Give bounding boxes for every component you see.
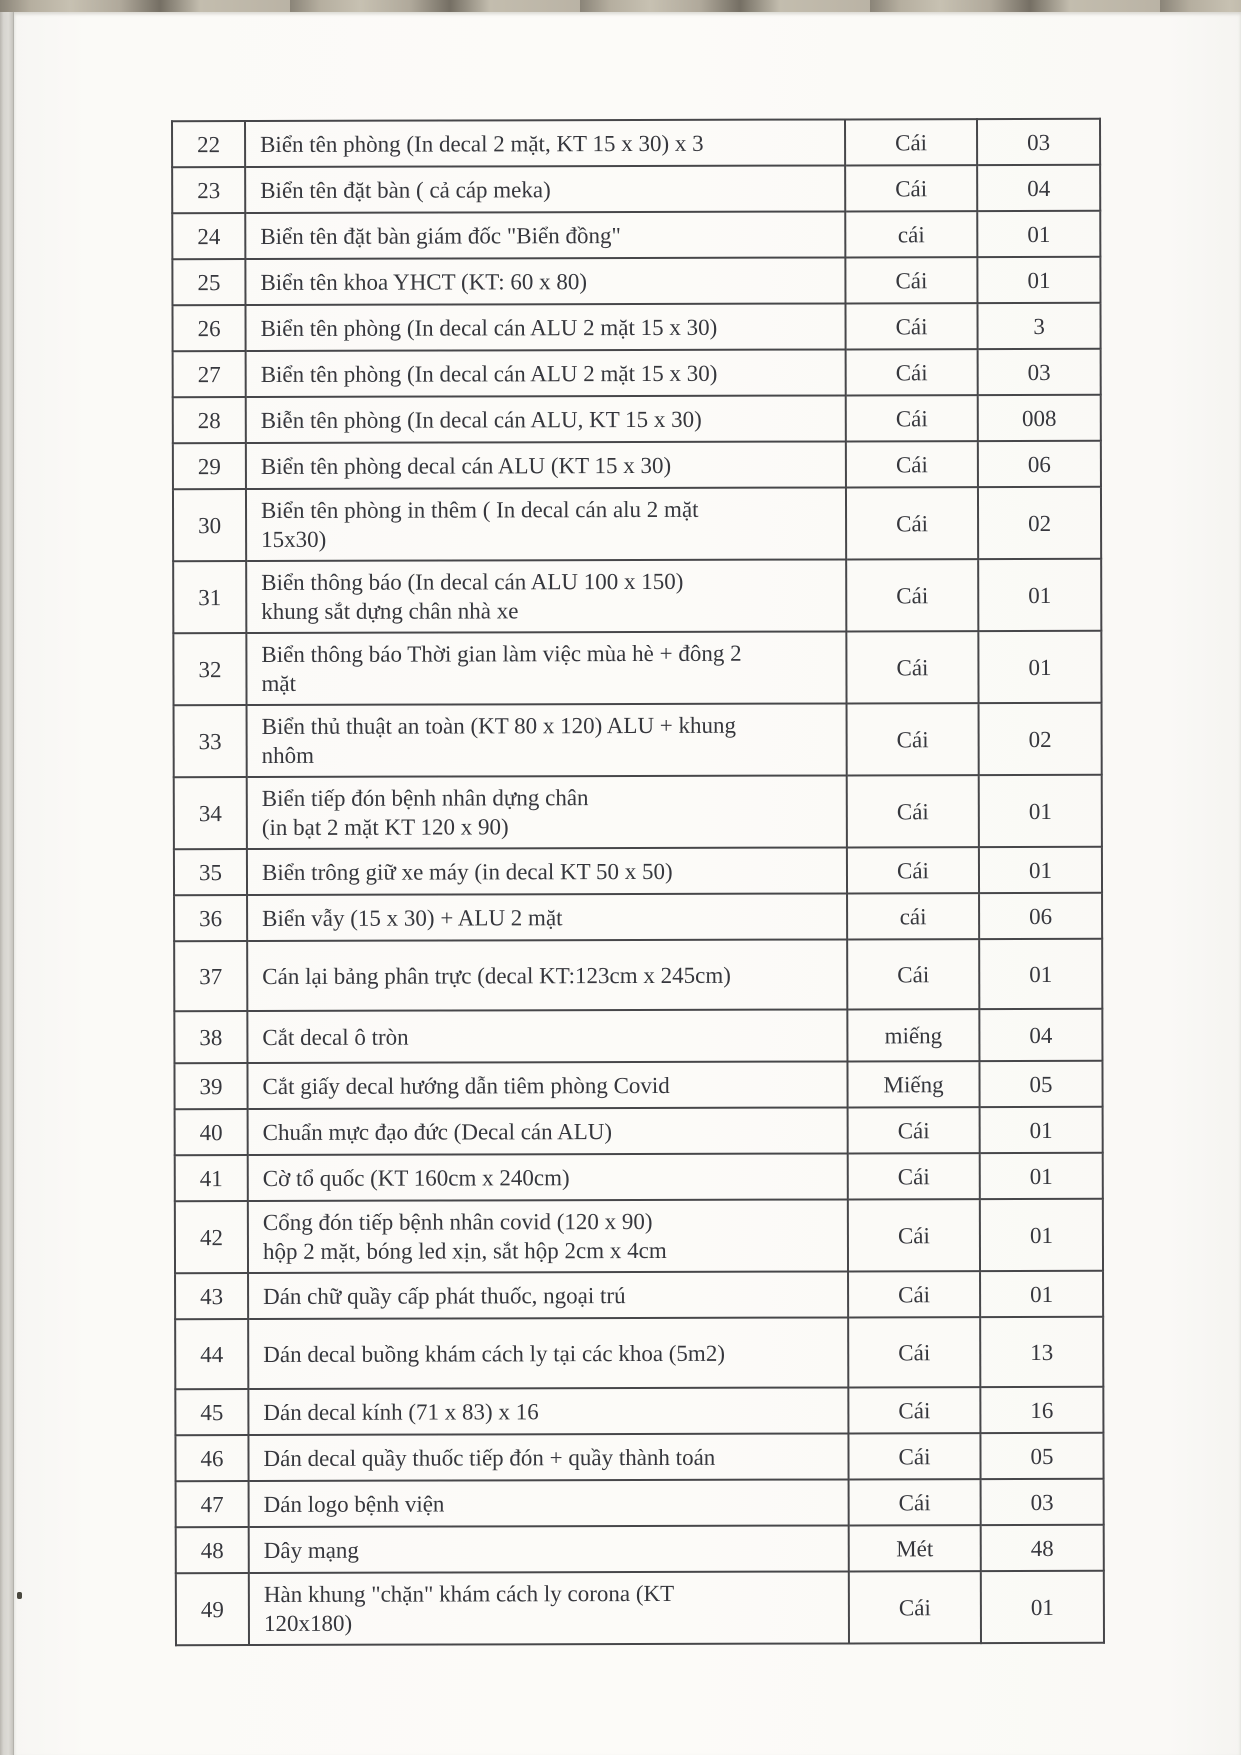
row-number: 37 <box>174 941 247 1011</box>
item-description: Chuẩn mực đạo đức (Decal cán ALU) <box>248 1107 848 1155</box>
row-number: 28 <box>173 397 246 443</box>
row-number: 47 <box>176 1481 249 1527</box>
item-description: Cán lại bảng phân trực (decal KT:123cm x 245cm) <box>247 939 847 1011</box>
row-number: 38 <box>174 1011 247 1063</box>
row-number: 45 <box>175 1389 248 1435</box>
table-row <box>176 1571 1104 1645</box>
row-number: 32 <box>173 633 246 705</box>
item-description: Biển thông báo (In decal cán ALU 100 x 150) khung sắt dựng chân nhà xe <box>246 559 846 633</box>
table-row <box>175 1433 1103 1481</box>
item-unit: Cái <box>848 1199 980 1271</box>
table-row <box>172 119 1100 167</box>
row-number: 29 <box>173 443 246 489</box>
item-description: Biển tiếp đón bệnh nhân dựng chân (in bạt 2 mặt KT 120 x 90) <box>247 775 847 849</box>
table-row <box>172 303 1100 351</box>
item-quantity: 01 <box>979 775 1102 847</box>
item-quantity: 01 <box>978 559 1101 631</box>
item-unit: Cái <box>849 1479 981 1525</box>
item-unit: Cái <box>846 441 978 487</box>
item-description: Biển thủ thuật an toàn (KT 80 x 120) ALU + khung nhôm <box>247 703 847 777</box>
table-row <box>174 1009 1102 1063</box>
item-quantity: 02 <box>979 703 1102 775</box>
item-quantity: 01 <box>980 1199 1103 1271</box>
item-unit: Cái <box>848 1387 980 1433</box>
row-number: 35 <box>174 849 247 895</box>
row-number: 42 <box>175 1201 248 1273</box>
item-quantity: 008 <box>978 395 1101 441</box>
item-unit: Miếng <box>847 1061 979 1107</box>
item-unit: Cái <box>848 1317 980 1387</box>
item-quantity: 05 <box>980 1433 1103 1479</box>
item-unit: miếng <box>847 1009 979 1061</box>
item-description: Dán logo bệnh viện <box>249 1479 849 1527</box>
item-quantity: 01 <box>980 1153 1103 1199</box>
table-row <box>176 1479 1104 1527</box>
item-unit: Cái <box>846 349 978 395</box>
item-description: Dán decal buồng khám cách ly tại các khoa (5m2) <box>248 1317 848 1389</box>
row-number: 31 <box>173 561 246 633</box>
item-description: Biển tên phòng (In decal cán ALU 2 mặt 15 x 30) <box>245 303 845 351</box>
item-unit: Cái <box>845 119 977 165</box>
item-description: Cờ tổ quốc (KT 160cm x 240cm) <box>248 1153 848 1201</box>
item-quantity: 01 <box>978 631 1101 703</box>
item-unit: Cái <box>849 1571 981 1643</box>
item-quantity: 06 <box>978 441 1101 487</box>
item-quantity: 01 <box>981 1571 1104 1643</box>
row-number: 26 <box>172 305 245 351</box>
item-unit: Cái <box>845 257 977 303</box>
row-number: 49 <box>176 1573 249 1645</box>
item-unit: cái <box>847 893 979 939</box>
items-table <box>171 118 1105 1646</box>
item-quantity: 03 <box>978 349 1101 395</box>
item-quantity: 01 <box>977 257 1100 303</box>
table-row <box>174 1061 1102 1109</box>
item-quantity: 01 <box>979 939 1102 1009</box>
item-description: Dây mạng <box>249 1525 849 1573</box>
item-quantity: 01 <box>979 847 1102 893</box>
item-unit: cái <box>845 211 977 257</box>
table-row <box>173 395 1101 443</box>
row-number: 36 <box>174 895 247 941</box>
table-row <box>175 1271 1103 1319</box>
item-quantity: 3 <box>977 303 1100 349</box>
scan-artifact-speck <box>17 1592 22 1599</box>
item-description: Biển trông giữ xe máy (in decal KT 50 x 50) <box>247 847 847 895</box>
table-row <box>175 1387 1103 1435</box>
item-quantity: 01 <box>980 1107 1103 1153</box>
item-description: Biển tên phòng (In decal 2 mặt, KT 15 x 30) x 3 <box>245 119 845 167</box>
item-description: Hàn khung "chặn" khám cách ly corona (KT 120x180) <box>249 1571 849 1645</box>
item-unit: Cái <box>848 1271 980 1317</box>
row-number: 30 <box>173 489 246 561</box>
item-description: Biển thông báo Thời gian làm việc mùa hè + đông 2 mặt <box>246 631 846 705</box>
item-description: Biển vẫy (15 x 30) + ALU 2 mặt <box>247 893 847 941</box>
row-number: 39 <box>174 1063 247 1109</box>
row-number: 27 <box>173 351 246 397</box>
table-row <box>175 1153 1103 1201</box>
item-description: Cổng đón tiếp bệnh nhân covid (120 x 90) hộp 2 mặt, bóng led xịn, sắt hộp 2cm x 4cm <box>248 1199 848 1273</box>
item-description: Dán decal quầy thuốc tiếp đón + quầy thành toán <box>248 1433 848 1481</box>
table-row <box>172 211 1100 259</box>
table-row <box>172 257 1100 305</box>
item-quantity: 16 <box>980 1387 1103 1433</box>
item-unit: Cái <box>847 939 979 1009</box>
scan-left-edge <box>0 0 14 1755</box>
row-number: 33 <box>174 705 247 777</box>
row-number: 23 <box>172 167 245 213</box>
item-unit: Mét <box>849 1525 981 1571</box>
row-number: 48 <box>176 1527 249 1573</box>
table-row <box>175 1107 1103 1155</box>
item-description: Dán chữ quầy cấp phát thuốc, ngoại trú <box>248 1271 848 1319</box>
item-unit: Cái <box>848 1433 980 1479</box>
table-row <box>173 441 1101 489</box>
table-row <box>175 1199 1103 1273</box>
item-description: Biển tên phòng in thêm ( In decal cán alu 2 mặt 15x30) <box>246 487 846 561</box>
item-quantity: 02 <box>978 487 1101 559</box>
row-number: 22 <box>172 121 245 167</box>
table-row <box>173 487 1101 561</box>
item-unit: Cái <box>847 847 979 893</box>
table-row <box>172 165 1100 213</box>
row-number: 43 <box>175 1273 248 1319</box>
item-quantity: 03 <box>981 1479 1104 1525</box>
table-row <box>173 631 1101 705</box>
table-row <box>175 1317 1103 1389</box>
item-quantity: 48 <box>981 1525 1104 1571</box>
table-row <box>173 349 1101 397</box>
item-quantity: 03 <box>977 119 1100 165</box>
row-number: 46 <box>175 1435 248 1481</box>
item-unit: Cái <box>847 775 979 847</box>
item-unit: Cái <box>848 1107 980 1153</box>
item-unit: Cái <box>846 487 978 559</box>
table-row <box>174 939 1102 1011</box>
item-description: Biển tên phòng decal cán ALU (KT 15 x 30) <box>246 441 846 489</box>
item-description: Biễn tên phòng (In decal cán ALU, KT 15 x 30) <box>246 395 846 443</box>
table-row <box>176 1525 1104 1573</box>
item-description: Biển tên đặt bàn ( cả cáp meka) <box>245 165 845 213</box>
table-row <box>173 559 1101 633</box>
item-quantity: 04 <box>977 165 1100 211</box>
row-number: 44 <box>175 1319 248 1389</box>
item-description: Biển tên đặt bàn giám đốc "Biển đồng" <box>245 211 845 259</box>
item-description: Biển tên phòng (In decal cán ALU 2 mặt 15 x 30) <box>246 349 846 397</box>
table-row <box>174 847 1102 895</box>
item-unit: Cái <box>846 395 978 441</box>
item-quantity: 13 <box>980 1317 1103 1387</box>
item-unit: Cái <box>845 303 977 349</box>
table-row <box>174 893 1102 941</box>
item-quantity: 01 <box>980 1271 1103 1317</box>
row-number: 40 <box>175 1109 248 1155</box>
item-unit: Cái <box>848 1153 980 1199</box>
item-unit: Cái <box>846 631 978 703</box>
table-row <box>174 703 1102 777</box>
item-description: Dán decal kính (71 x 83) x 16 <box>248 1387 848 1435</box>
row-number: 24 <box>172 213 245 259</box>
row-number: 25 <box>172 259 245 305</box>
row-number: 34 <box>174 777 247 849</box>
item-unit: Cái <box>847 703 979 775</box>
item-quantity: 04 <box>979 1009 1102 1061</box>
item-description: Biển tên khoa YHCT (KT: 60 x 80) <box>245 257 845 305</box>
table-row <box>174 775 1102 849</box>
item-unit: Cái <box>846 559 978 631</box>
item-unit: Cái <box>845 165 977 211</box>
row-number: 41 <box>175 1155 248 1201</box>
item-description: Cắt giấy decal hướng dẫn tiêm phòng Covid <box>247 1061 847 1109</box>
scan-top-edge <box>0 0 1241 12</box>
item-description: Cắt decal ô tròn <box>247 1009 847 1063</box>
item-quantity: 05 <box>979 1061 1102 1107</box>
item-quantity: 06 <box>979 893 1102 939</box>
item-quantity: 01 <box>977 211 1100 257</box>
